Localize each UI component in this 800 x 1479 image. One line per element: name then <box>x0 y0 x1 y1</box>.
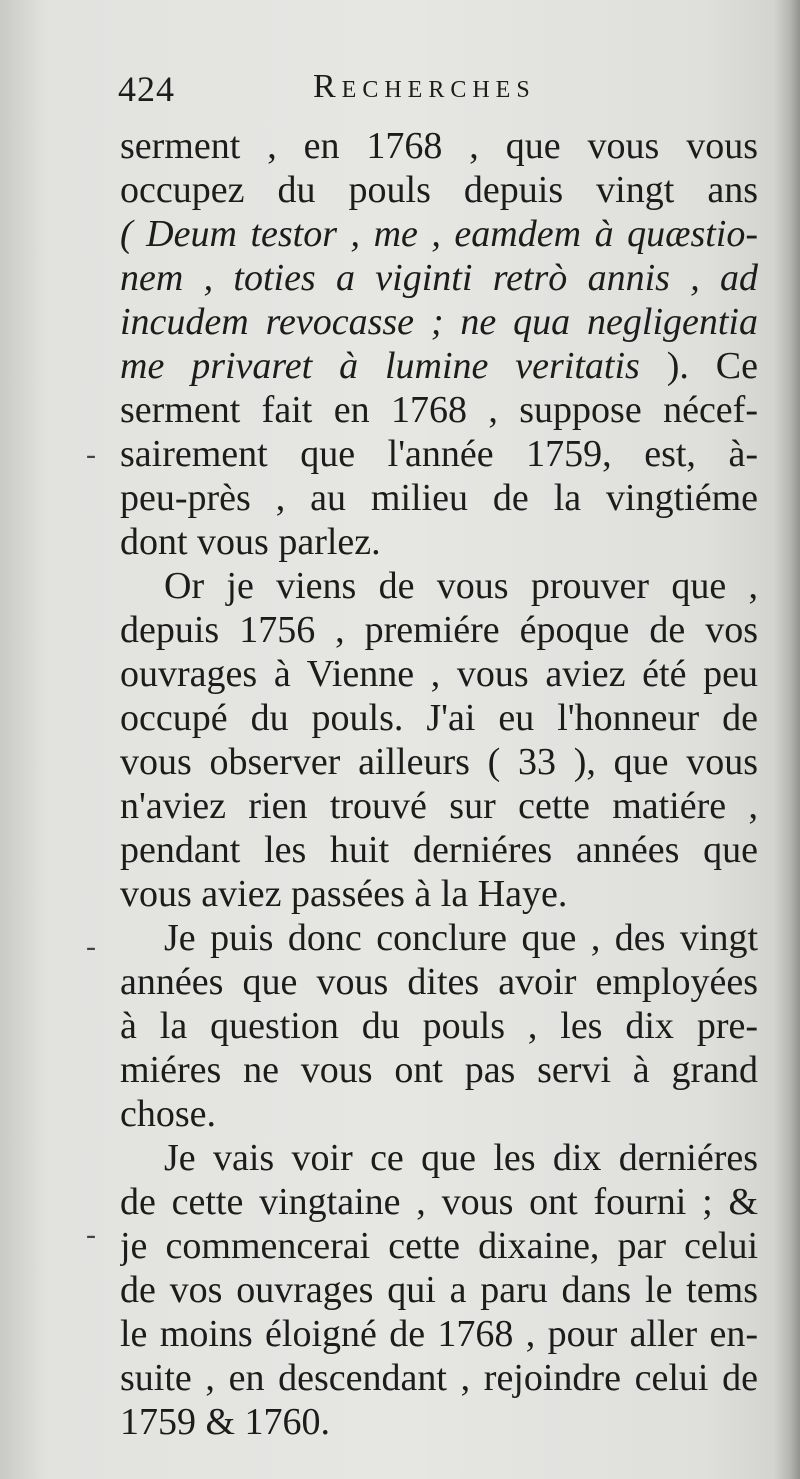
text-line: le moins éloigné de 1768 , pour aller en- <box>120 1313 758 1355</box>
text-line: occupez du pouls depuis vingt ans <box>120 169 758 211</box>
text-line: suite , en descendant , rejoindre celui de <box>120 1357 758 1399</box>
text-line: peu-près , au milieu de la vingtiéme <box>120 477 758 519</box>
text-line: nem , toties a viginti retrò annis , ad <box>120 257 758 299</box>
running-head: Recherches <box>313 68 536 105</box>
text-line <box>120 344 758 388</box>
paragraph-first-line: Je vais voir ce que les dix derniéres <box>164 1137 758 1179</box>
text-line: miéres ne vous ont pas servi à grand <box>120 1049 758 1091</box>
text-line: sairement que l'année 1759, est, à- <box>120 433 758 475</box>
margin-mark: - <box>86 438 96 471</box>
text-line: je commencerai cette dixaine, par celui <box>120 1225 758 1267</box>
text-line: de vos ouvrages qui a paru dans le tems <box>120 1269 758 1311</box>
roman-segment: ). Ce <box>639 345 758 387</box>
text-line: pendant les huit derniéres années que <box>120 829 758 871</box>
text-line: depuis 1756 , premiére époque de vos <box>120 609 758 651</box>
text-line: à la question du pouls , les dix pre- <box>120 1005 758 1047</box>
text-line: vous aviez passées à la Haye. <box>120 873 568 915</box>
margin-mark: - <box>86 930 96 963</box>
paragraph-first-line: Je puis donc conclure que , des vingt <box>164 917 758 959</box>
text-line: serment , en 1768 , que vous vous <box>120 125 758 167</box>
page-edge-shadow <box>774 0 800 1479</box>
text-line: occupé du pouls. J'ai eu l'honneur de <box>120 697 758 739</box>
margin-mark: - <box>86 1218 96 1251</box>
page-number: 424 <box>118 69 175 109</box>
text-line: 1759 & 1760. <box>120 1401 331 1443</box>
text-line: ouvrages à Vienne , vous aviez été peu <box>120 653 758 695</box>
text-line: de cette vingtaine , vous ont fourni ; & <box>120 1181 758 1223</box>
text-line: années que vous dites avoir employées <box>120 961 758 1003</box>
body-text <box>120 124 758 1444</box>
italic-segment: me privaret à lumine veritatis <box>120 345 640 387</box>
text-line: incudem revocasse ; ne qua negligentia <box>120 301 758 343</box>
text-line: vous observer ailleurs ( 33 ), que vous <box>120 741 758 783</box>
text-line: n'aviez rien trouvé sur cette matiére , <box>120 785 758 827</box>
text-line: chose. <box>120 1093 217 1135</box>
paragraph-first-line: Or je viens de vous prouver que , <box>164 565 758 607</box>
text-line: serment fait en 1768 , suppose nécef- <box>120 389 758 431</box>
text-line: dont vous parlez. <box>120 521 381 563</box>
page-header <box>118 68 758 118</box>
text-line: ( Deum testor , me , eamdem à quæstio- <box>120 213 758 255</box>
